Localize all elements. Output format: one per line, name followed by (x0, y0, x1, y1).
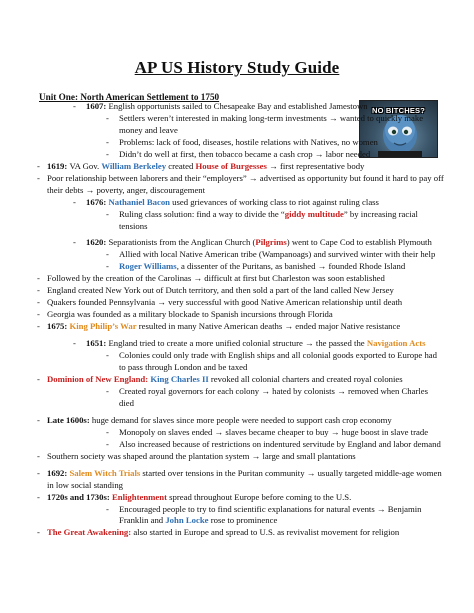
item-text: spread throughout Europe before coming to the U.S. (166, 491, 352, 502)
item-text: English opportunists sailed to Chesapeake Bay and established Jamestown (108, 101, 368, 111)
highlight-text: 1651: (86, 338, 109, 349)
list-item (34, 415, 444, 427)
highlight-text: Pilgrims (255, 237, 287, 248)
bullet-dash: - (106, 438, 109, 449)
bullet-dash: - (106, 112, 109, 123)
bullet-dash: - (37, 321, 40, 332)
bullet-dash: - (37, 414, 40, 425)
item-text: Ruling class solution: find a way to divide the “ (119, 208, 285, 219)
item-text: revoked all colonial charters and created royal colonies (208, 373, 403, 384)
item-text: Poor relationship between laborers and their “employers” → advertised as opportunity but found it hard to pay off their debts → poverty, anger, discouragement (47, 172, 444, 195)
list-item (34, 101, 444, 113)
bullet-dash: - (37, 285, 40, 296)
highlight-text: The Great Awakening: (47, 527, 134, 538)
study-guide-list (34, 101, 444, 539)
item-text: Settlers weren’t interested in making long-term investments → wanted to quickly make money and leave (119, 112, 424, 135)
bullet-dash: - (106, 350, 109, 361)
item-text: used grievances of working class to riot against ruling class (170, 196, 379, 207)
bullet-dash: - (106, 385, 109, 396)
list-item (34, 261, 444, 273)
item-text: , a dissenter of the Puritans, as banished → founded Rhode Island (176, 261, 406, 272)
highlight-text: giddy multitude (284, 208, 344, 219)
bullet-dash: - (37, 309, 40, 320)
item-text: Southern society was shaped around the plantation system → large and small plantations (47, 450, 356, 461)
list-item (34, 113, 444, 137)
highlight-text: 1619: (47, 160, 70, 171)
highlight-text: 1675: (47, 321, 70, 332)
highlight-text: 1676: (86, 196, 109, 207)
highlight-text: Roger Williams (119, 261, 177, 272)
list-item (34, 527, 444, 539)
bullet-dash: - (37, 297, 40, 308)
page-title: AP US History Study Guide (134, 58, 340, 77)
bullet-dash: - (37, 467, 40, 478)
bullet-dash: - (73, 237, 76, 248)
list-item (34, 427, 444, 439)
bullet-dash: - (37, 160, 40, 171)
highlight-text: House of Burgesses (195, 160, 267, 171)
item-text: Allied with local Native American tribe (Wampanoags) and survived winter with their help (119, 249, 436, 260)
item-text: Created royal governors for each colony → hated by colonists → removed when Charles died (119, 385, 429, 408)
list-item (34, 504, 444, 528)
item-text: England tried to create a more unified colonial structure → the passed the (108, 338, 367, 349)
list-item (34, 309, 444, 321)
item-text: England created New York out of Dutch territory, and then sold a part of the land called New Jersey (47, 285, 394, 296)
item-text: resulted in many Native American deaths → ended major Native resistance (136, 321, 401, 332)
item-text: VA Gov. (69, 160, 102, 171)
highlight-text: John Locke (165, 515, 209, 526)
item-text: ” by increasing racial tensions (119, 208, 418, 231)
item-text: ) went to Cape Cod to establish Plymouth (286, 237, 432, 248)
item-text: created (166, 160, 196, 171)
highlight-text: Nathaniel Bacon (108, 196, 170, 207)
list-item (34, 273, 444, 285)
highlight-text: King Charles II (150, 373, 209, 384)
item-text: Encouraged people to try to find scientific explanations for natural events → Benjamin Franklin and (119, 503, 422, 526)
highlight-text: Salem Witch Trials (69, 467, 141, 478)
highlight-text: Navigation Acts (366, 338, 426, 349)
list-item (34, 492, 444, 504)
list-item (34, 237, 444, 249)
highlight-text: Enlightenment (111, 491, 167, 502)
item-text: Quakers founded Pennsylvania → very successful with good Native American relationship until death (47, 297, 403, 308)
bullet-dash: - (106, 136, 109, 147)
bullet-dash: - (37, 273, 40, 284)
bullet-dash: - (106, 249, 109, 260)
item-text: rose to prominence (208, 515, 278, 526)
item-text: Separationists from the Anglican Church ( (108, 237, 256, 248)
list-item (34, 350, 444, 374)
bullet-dash: - (73, 196, 76, 207)
list-item (34, 338, 444, 350)
item-text: also started in Europe and spread to U.S. as revivalist movement for religion (133, 527, 400, 538)
highlight-text: 1692: (47, 467, 70, 478)
list-item (34, 386, 444, 410)
bullet-dash: - (37, 172, 40, 183)
bullet-dash: - (37, 373, 40, 384)
item-text: Didn’t do well at first, then tobacco became a cash crop → labor needed (119, 148, 371, 159)
highlight-text: William Berkeley (101, 160, 167, 171)
list-item (34, 321, 444, 333)
list-item (34, 249, 444, 261)
item-text: Monopoly on slaves ended → slaves became cheaper to buy → huge boost in slave trade (119, 426, 429, 437)
item-text: huge demand for slaves since more people were needed to support cash crop economy (91, 414, 392, 425)
list-item (34, 197, 444, 209)
item-text: Georgia was founded as a military blockade to Spanish incursions through Florida (47, 309, 333, 320)
bullet-dash: - (37, 450, 40, 461)
item-text: Colonies could only trade with English ships and all colonial goods exported to Europe had to pass through London and be taxed (119, 350, 438, 373)
list-item (34, 137, 444, 149)
list-item (34, 285, 444, 297)
list-item (34, 439, 444, 451)
highlight-text: Dominion of New England: (47, 373, 151, 384)
list-item (34, 297, 444, 309)
item-text: Problems: lack of food, diseases, hostile relations with Natives, no women (119, 136, 378, 147)
list-item (34, 209, 444, 233)
highlight-text: 1720s and 1730s: (47, 491, 112, 502)
item-text: Also increased because of restrictions on indentured servitude by England and labor demand (119, 438, 441, 449)
highlight-text: 1607: (86, 101, 109, 111)
item-text: started over tensions in the Puritan community → usually targeted middle-age women in low social standing (47, 467, 442, 490)
highlight-text: King Philip’s War (69, 321, 137, 332)
meme-caption: NO BITCHES? (371, 106, 426, 115)
bullet-dash: - (37, 527, 40, 538)
item-text: Followed by the creation of the Carolinas → difficult at first but Charleston was soon established (47, 273, 385, 284)
item-text: → first representative body (266, 160, 365, 171)
bullet-dash: - (106, 261, 109, 272)
list-item (34, 173, 444, 197)
bullet-dash: - (106, 148, 109, 159)
list-item (34, 161, 444, 173)
list-item (34, 149, 444, 161)
bullet-dash: - (106, 503, 109, 514)
unit-heading: Unit One: North American Settlement to 1750 (39, 92, 220, 102)
bullet-dash: - (106, 208, 109, 219)
list-item (34, 468, 444, 492)
bullet-dash: - (73, 101, 76, 111)
highlight-text: 1620: (86, 237, 109, 248)
bullet-dash: - (106, 426, 109, 437)
list-item (34, 451, 444, 463)
list-item (34, 374, 444, 386)
highlight-text: Late 1600s: (47, 414, 92, 425)
bullet-dash: - (73, 338, 76, 349)
bullet-dash: - (37, 491, 40, 502)
